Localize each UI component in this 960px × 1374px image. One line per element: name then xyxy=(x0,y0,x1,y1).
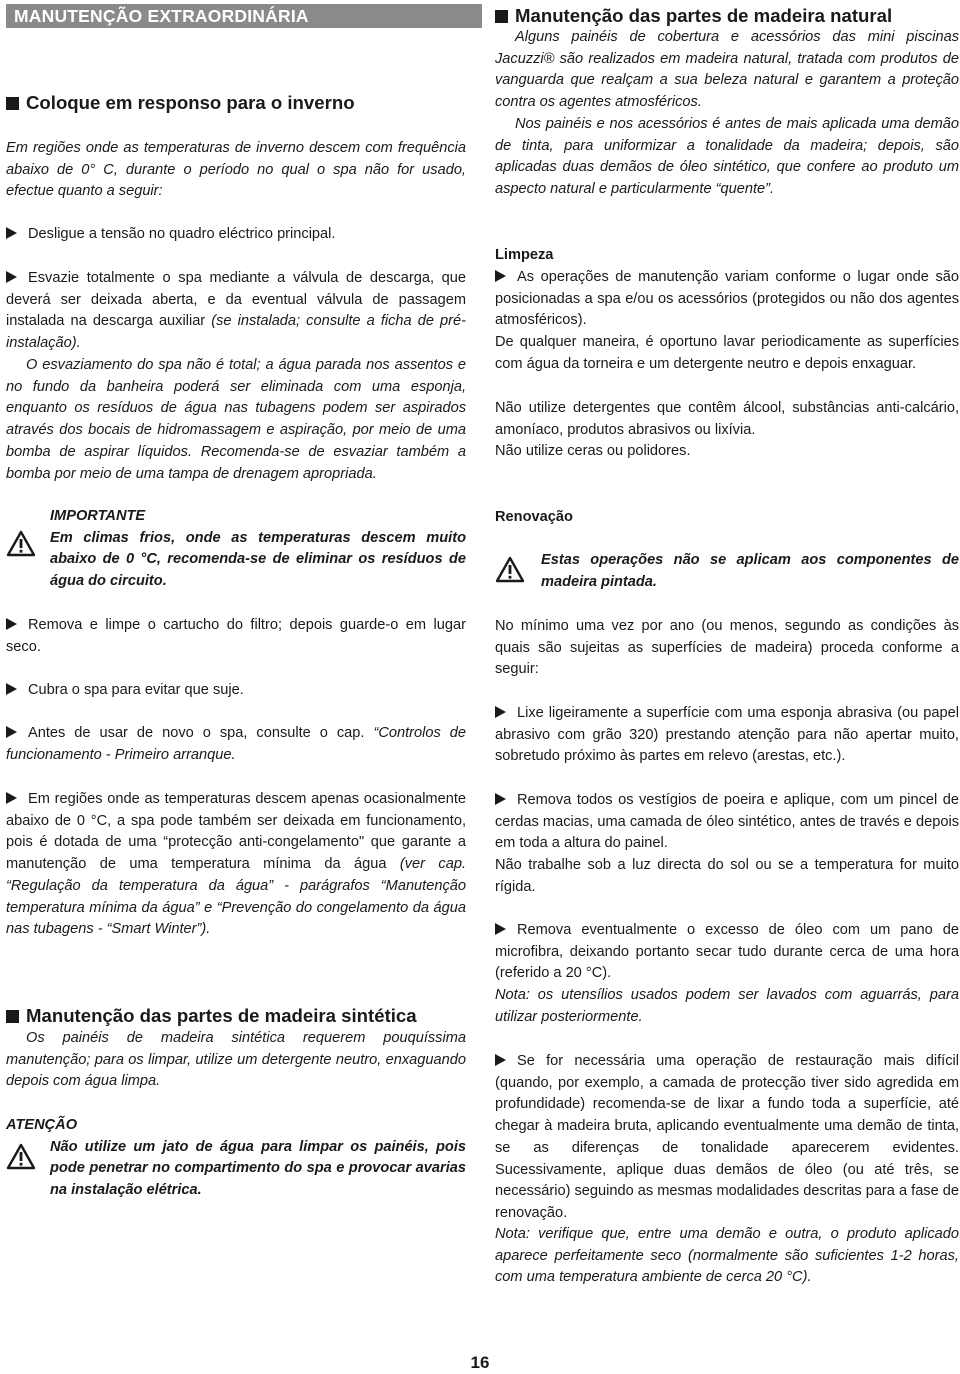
square-bullet-icon xyxy=(495,10,508,23)
page-number: 16 xyxy=(470,1353,490,1372)
important-warning xyxy=(6,506,466,593)
bullet-drain-note: (se instalada; consulte a ficha de pré-instalação). xyxy=(6,313,467,352)
arrow-bullet-icon xyxy=(6,683,17,695)
arrow-bullet-icon xyxy=(6,271,17,283)
cleaning-label: Limpeza xyxy=(495,247,554,263)
renewal-label: Renovação xyxy=(495,509,573,525)
cleaning-wash: De qualquer maneira, é oportuno lavar periodicamente as superfícies com água da torneira e um detergente neutro e depois enxaguar. xyxy=(495,334,959,372)
arrow-bullet-icon xyxy=(6,792,17,804)
arrow-bullet-icon xyxy=(6,726,17,738)
bullet-regions-reference: (ver cap. “Regulação da temperatura da água” - parágrafos “Manutenção temperatura mínima da água” e “Prevenção do congelamento da água nas tubagens - “Smart Winter”). xyxy=(6,856,466,938)
important-title: IMPORTANTE xyxy=(50,508,146,524)
natural-treatment: Nos painéis e nos acessórios é antes de mais aplicada uma demão de tinta, para uniformizar a tonalidade da madeira; depois, são aplicadas duas demãos de óleo sintético, que confere ao produto um aspecto natural e particularmente “quente”. xyxy=(495,116,959,198)
arrow-bullet-icon xyxy=(495,706,506,718)
winter-intro: Em regiões onde as temperaturas de inverno descem com frequência abaixo de 0° C, durante o período no qual o spa não for usado, efectue quanto a seguir: xyxy=(6,140,466,200)
bullet-regions-text: Em regiões onde as temperaturas descem apenas ocasionalmente abaixo de 0 °C, a spa pode também ser deixada em funcionamento, pois é dotada de uma “protecção anti-congelamento" que garante a manutenção de uma temperatura mínima da água xyxy=(6,791,466,873)
bullet-filter xyxy=(6,615,466,658)
natural-heading-text: Manutenção das partes de madeira natural xyxy=(515,5,893,26)
synthetic-text: Os painéis de madeira sintética requerem pouquíssima manutenção; para os limpar, utilize um detergente neutro, enxaguando depois com água limpa. xyxy=(6,1030,466,1090)
arrow-bullet-icon xyxy=(495,793,506,805)
square-bullet-icon xyxy=(6,1010,19,1023)
section-banner: MANUTENÇÃO EXTRAORDINÁRIA xyxy=(6,4,482,28)
cleaning-bullet-text: As operações de manutenção variam conforme o lugar onde são posicionadas a spa e/ou os acessórios (protegidos ou não dos agentes atmosféricos). xyxy=(495,269,959,329)
natural-heading xyxy=(495,4,959,28)
cleaning-detergents: Não utilize detergentes que contêm álcool, substâncias anti-calcário, amoníaco, produtos abrasivos ou lixívia. xyxy=(495,400,959,438)
synthetic-heading xyxy=(6,1004,466,1028)
bullet-reuse-text: Antes de usar de novo o spa, consulte o cap. xyxy=(28,725,374,741)
synthetic-heading-text: Manutenção das partes de madeira sintética xyxy=(26,1005,417,1026)
important-text: Em climas frios, onde as temperaturas descem muito abaixo de 0 °C, recomenda-se de eliminar os resíduos de água do circuito. xyxy=(50,529,466,590)
bullet-restore xyxy=(495,1051,959,1225)
attention-title: ATENÇÃO xyxy=(6,1117,78,1133)
bullet-cover-text: Cubra o spa para evitar que suje. xyxy=(28,682,244,698)
arrow-bullet-icon xyxy=(495,1054,506,1066)
bullet-drain-text: Esvazie totalmente o spa mediante a válvula de descarga, que deverá ser deixada aberta, e da eventual válvula de passagem instalada na descarga auxiliar xyxy=(6,270,466,330)
restore-note: Nota: verifique que, entre uma demão e outra, o produto aplicado aparece perfeitamente seco (normalmente são suficientes 1-2 horas, com uma temperatura ambiente de cerca 20 °C). xyxy=(495,1226,959,1286)
bullet-dust-text: Remova todos os vestígios de poeira e aplique, com um pincel de cerdas macias, uma camada de óleo sintético, antes de través e depois em toda a altura do painel. xyxy=(495,792,959,852)
warning-triangle-icon xyxy=(6,530,36,558)
winter-heading xyxy=(6,91,466,115)
cleaning-waxes: Não utilize ceras ou polidores. xyxy=(495,443,691,459)
drain-note: O esvaziamento do spa não é total; a água parada nos assentos e no fundo da banheira poderá ser eliminada com uma esponja, enquanto os resíduos de água nas tubagens podem ser aspirados através dos bocais de hidromassagem e aspiração, por meio de uma bomba de aspirar líquidos. Recomenda-se de esvaziar também a bomba por meio de uma tampa de drenagem apropriada. xyxy=(6,357,466,482)
natural-intro: Alguns painéis de cobertura e acessórios das mini piscinas Jacuzzi® são realizados em madeira natural, tratada com produtos de vanguarda que realçam a sua beleza natural e garantem a proteção contra os agentes atmosféricos. xyxy=(495,29,959,111)
bullet-power-text: Desligue a tensão no quadro eléctrico principal. xyxy=(28,226,336,242)
renewal-warning-text: Estas operações não se aplicam aos componentes de madeira pintada. xyxy=(541,552,959,590)
excess-note: Nota: os utensílios usados podem ser lavados com aguarrás, para utilizar posteriormente. xyxy=(495,987,959,1025)
arrow-bullet-icon xyxy=(6,227,17,239)
warning-triangle-icon xyxy=(495,556,525,584)
dust-note: Não trabalhe sob a luz directa do sol ou se a temperatura for muito rígida. xyxy=(495,857,959,895)
bullet-sand-text: Lixe ligeiramente a superfície com uma esponja abrasiva (ou papel abrasivo com grão 320) prestando atenção para não apertar muito, sobretudo próximo às partes em relevo (arestas, etc.). xyxy=(495,705,959,765)
bullet-sand xyxy=(495,703,959,768)
attention-text: Não utilize um jato de água para limpar os painéis, pois pode penetrar no compartimento do spa e provocar avarias na instalação elétrica. xyxy=(50,1138,466,1199)
bullet-dust xyxy=(495,790,959,855)
warning-triangle-icon xyxy=(6,1143,36,1171)
bullet-excess-text: Remova eventualmente o excesso de óleo com um pano de microfibra, deixando portanto secar tudo durante cerca de uma hora (referido a 20 °C). xyxy=(495,922,959,982)
bullet-power xyxy=(6,224,466,246)
bullet-regions xyxy=(6,789,466,941)
arrow-bullet-icon xyxy=(6,618,17,630)
cleaning-bullet xyxy=(495,267,959,332)
bullet-cover xyxy=(6,680,466,702)
bullet-restore-text: Se for necessária uma operação de restauração mais difícil (quando, por exemplo, a camada de protecção tiver sido agredida em profundidade) recomenda-se de lixar a fundo toda a superfície, até chegar à madeira bruta, aplicando eventualmente uma demão de tinta, se as diferenças de tonalidade aparecerem evidentes. Sucessivamente, aplique duas demãos de óleo (ou até três, se necessário) seguindo as mesmas modalidades descritas para a fase de renovação. xyxy=(495,1053,960,1221)
bullet-filter-text: Remova e limpe o cartucho do filtro; depois guarde-o em lugar seco. xyxy=(6,617,466,655)
arrow-bullet-icon xyxy=(495,923,506,935)
arrow-bullet-icon xyxy=(495,270,506,282)
renewal-intro: No mínimo uma vez por ano (ou menos, segundo as condições às quais são sujeitas as superfícies de madeira) proceda conforme a seguir: xyxy=(495,618,959,678)
winter-heading-text: Coloque em responso para o inverno xyxy=(26,92,355,113)
bullet-reuse-chapter: “Controlos de funcionamento - Primeiro arranque. xyxy=(6,725,467,763)
square-bullet-icon xyxy=(6,97,19,110)
bullet-drain xyxy=(6,268,466,355)
renewal-warning xyxy=(495,550,959,593)
important-body xyxy=(36,506,466,593)
bullet-reuse xyxy=(6,723,466,766)
bullet-excess xyxy=(495,920,959,985)
attention-warning xyxy=(6,1115,466,1202)
attention-body xyxy=(6,1137,466,1202)
